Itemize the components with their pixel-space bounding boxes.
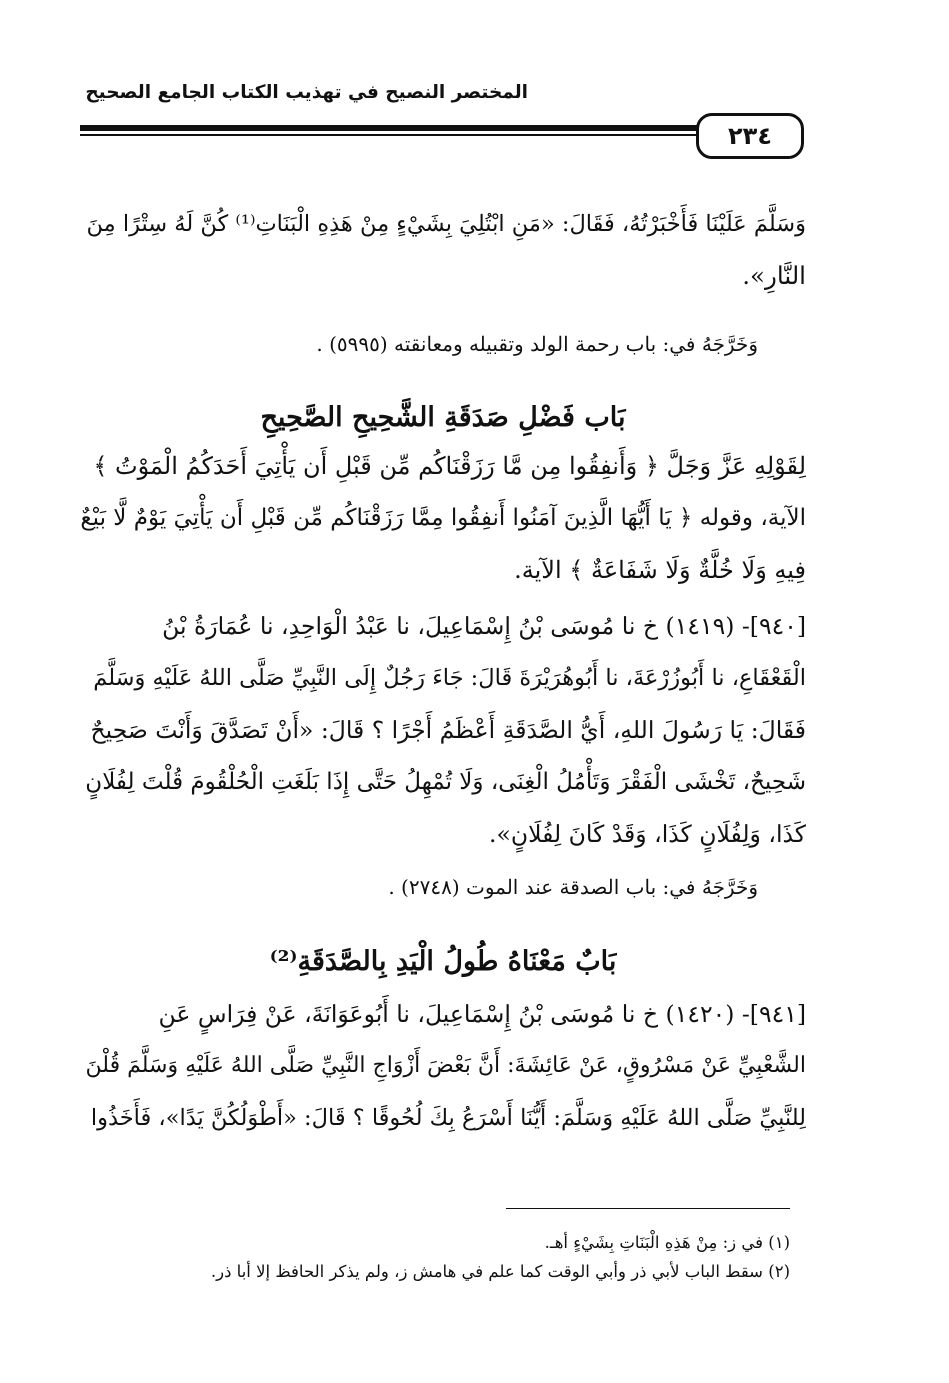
takhrij-reference: وَخَرَّجَهُ في: باب رحمة الولد وتقبيله ومعانقته (٥٩٩٥) .	[316, 332, 758, 356]
text-line: النَّارِ».	[742, 261, 806, 290]
header-rule-thick	[80, 125, 700, 131]
text-line: وَسَلَّمَ عَلَيْنَا فَأَخْبَرْتُهُ، فَقَالَ: «مَنِ ابْتُلِيَ بِشَيْءٍ مِنْ هَذِهِ الْبَنَاتِ⁽¹⁾ كُنَّ لَهُ سِتْرًا مِنَ	[86, 211, 806, 237]
page-number: ٢٣٤	[696, 113, 804, 159]
hadith-941	[80, 988, 806, 1144]
running-title: المختصر النصيح في تهذيب الكتاب الجامع الصحيح	[85, 82, 528, 103]
chapter-title: بَابٌ مَعْنَاهُ طُولُ الْيَدِ بِالصَّدَقَةِ⁽²⁾	[269, 946, 617, 977]
footnote-separator	[506, 1208, 790, 1209]
text-line: [٩٤٠]- (١٤١٩) خ نا مُوسَى بْنُ إِسْمَاعِيلَ، نا عَبْدُ الْوَاحِدِ، نا عُمَارَةُ بْنُ	[162, 612, 806, 640]
chapter-title: بَاب فَضْلِ صَدَقَةِ الشَّحِيحِ الصَّحِيحِ	[260, 402, 626, 433]
text-line: لِقَوْلِهِ عَزَّ وَجَلَّ ﴿ وَأَنفِقُوا مِن مَّا رَزَقْنَاكُم مِّن قَبْلِ أَن يَأْتِيَ أَحَدَكُمُ الْمَوْتُ ﴾	[93, 452, 806, 480]
text-line: [٩٤١]- (١٤٢٠) خ نا مُوسَى بْنُ إِسْمَاعِيلَ، نا أَبُوعَوَانَةَ، عَنْ فِرَاسٍ عَنِ	[158, 1000, 806, 1028]
hadith-940	[80, 600, 806, 860]
text-line: كَذَا، وَلِفُلَانٍ كَذَا، وَقَدْ كَانَ لِفُلَانٍ».	[489, 820, 806, 848]
footnote-1: (١) في ز: مِنْ هَذِهِ الْبَنَاتِ بِشَيْءٍ أهـ.	[544, 1233, 790, 1252]
takhrij-reference: وَخَرَّجَهُ في: باب الصدقة عند الموت (٢٧٤٨) .	[388, 875, 758, 899]
opening-text	[80, 198, 806, 302]
quran-citation	[80, 440, 806, 596]
text-line: فَقَالَ: يَا رَسُولَ اللهِ، أَيُّ الصَّدَقَةِ أَعْظَمُ أَجْرًا ؟ قَالَ: «أَنْ تَصَدَّقَ وَأَنْتَ صَحِيحٌ	[90, 716, 806, 744]
text-line: فِيهِ وَلَا خُلَّةٌ وَلَا شَفَاعَةٌ ﴾ الآية.	[514, 556, 806, 584]
footnote-2: (٢) سقط الباب لأبي ذر وأبي الوقت كما علم في هامش ز، ولم يذكر الحافظ إلا أبا ذر.	[210, 1262, 790, 1281]
header-rule-thin	[80, 134, 700, 136]
text-line: لِلنَّبِيِّ صَلَّى اللهُ عَلَيْهِ وَسَلَّمَ: أَيُّنَا أَسْرَعُ بِكَ لُحُوقًا ؟ قَالَ: «أَطْوَلُكُنَّ يَدًا»، فَأَخَذُوا	[90, 1105, 806, 1131]
text-line: شَحِيحٌ، تَخْشَى الْفَقْرَ وَتَأْمُلُ الْغِنَى، وَلَا تُمْهِلُ حَتَّى إِذَا بَلَغَتِ الْحُلْقُومَ قُلْتَ لِفُلَانٍ	[85, 769, 806, 795]
text-line: الآية، وقوله ﴿ يَا أَيُّهَا الَّذِينَ آمَنُوا أَنفِقُوا مِمَّا رَزَقْنَاكُم مِّن قَبْلِ أَن يَأْتِيَ يَوْمٌ لَّا بَيْعٌ	[80, 505, 806, 531]
text-line: الشَّعْبِيِّ عَنْ مَسْرُوقٍ، عَنْ عَائِشَةَ: أَنَّ بَعْضَ أَزْوَاجِ النَّبِيِّ صَلَّى اللهُ عَلَيْهِ وَسَلَّمَ قُلْنَ	[85, 1053, 806, 1078]
text-line: الْقَعْقَاعِ، نا أَبُوزُرْعَةَ، نا أَبُوهُرَيْرَةَ قَالَ: جَاءَ رَجُلٌ إِلَى النَّبِيِّ صَلَّى اللهُ عَلَيْهِ وَسَلَّمَ	[93, 665, 806, 691]
